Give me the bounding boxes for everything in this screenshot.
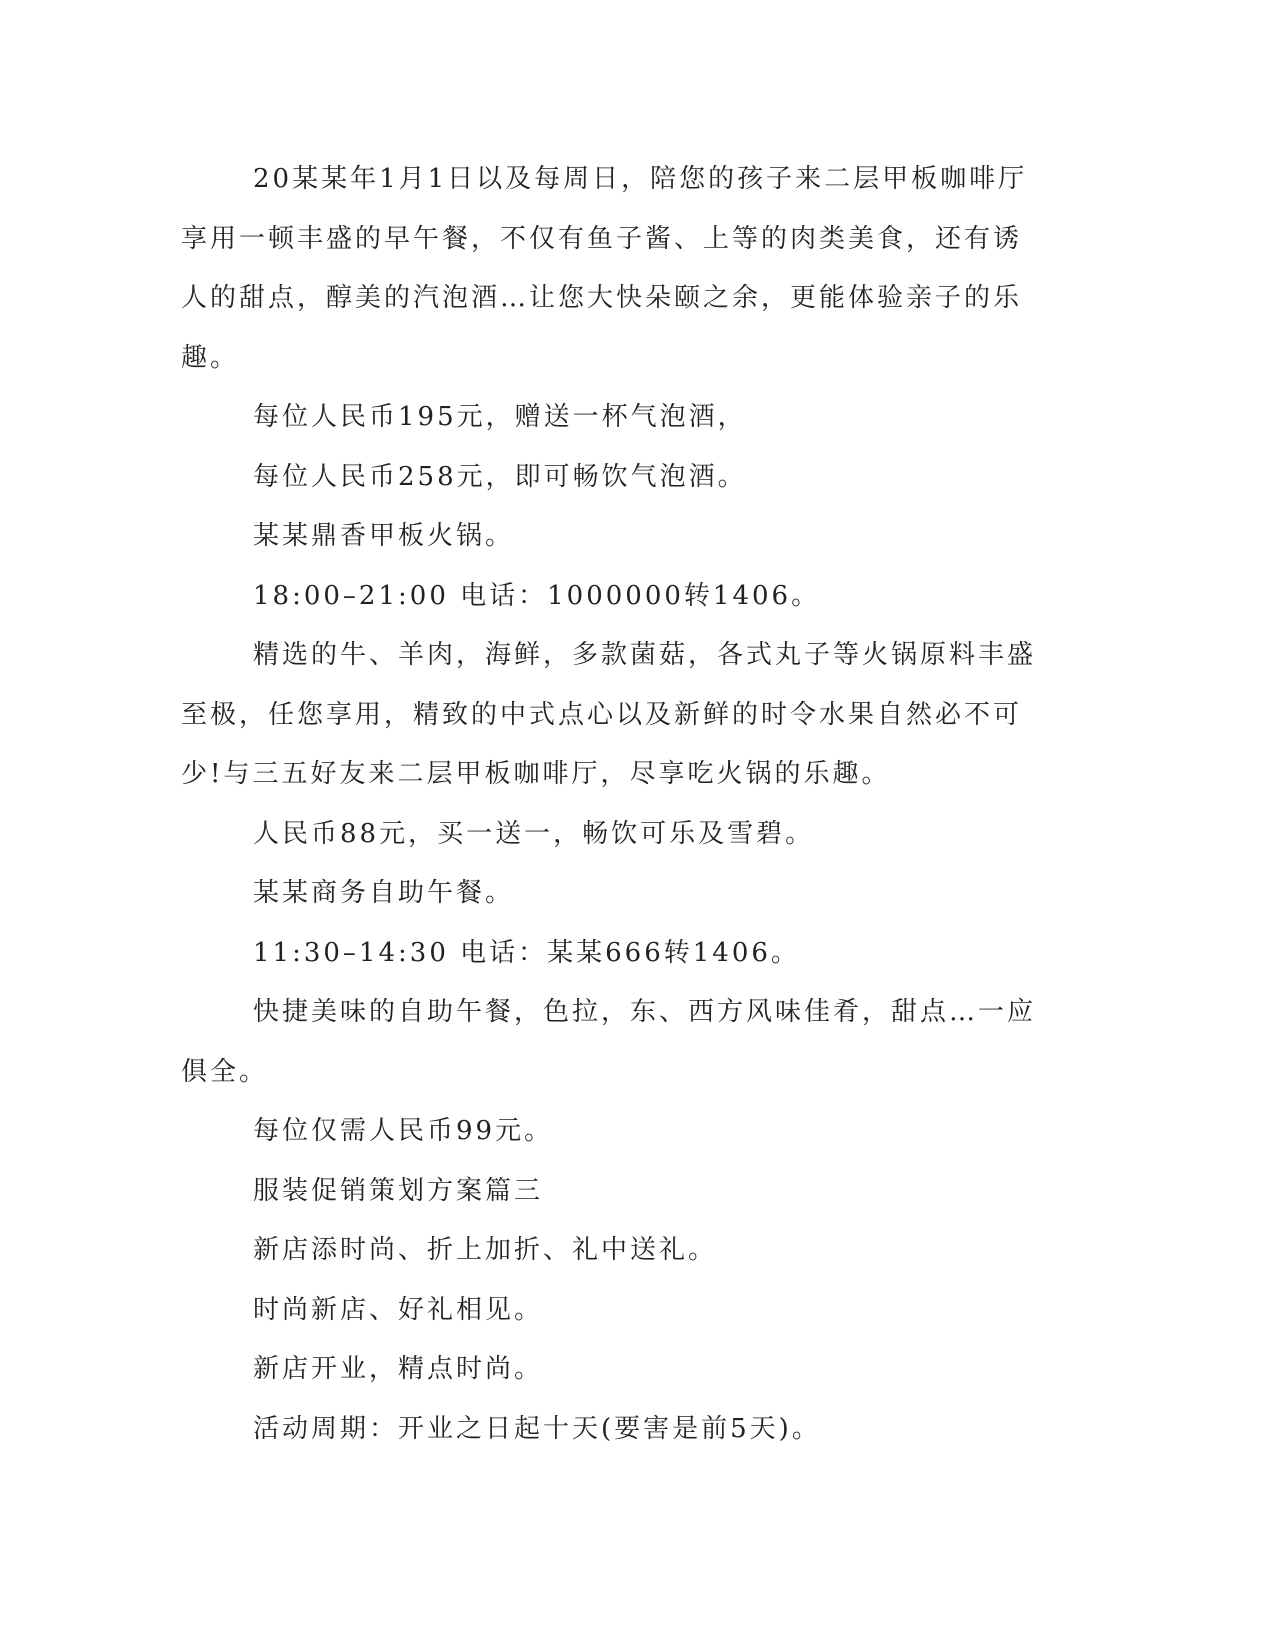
paragraph-activity-period: 活动周期：开业之日起十天(要害是前5天)。: [253, 1413, 821, 1444]
paragraph-price-88: 人民币88元，买一送一，畅饮可乐及雪碧。: [253, 818, 815, 849]
paragraph-slogan-2: 时尚新店、好礼相见。: [253, 1294, 544, 1325]
paragraph-lunch-hours: 11:30–14:30 电话：某某666转1406。: [253, 937, 800, 968]
paragraph-hotpot-title: 某某鼎香甲板火锅。: [253, 521, 515, 551]
paragraph-price-99: 每位仅需人民币99元。: [253, 1116, 554, 1146]
document-page: [181, 150, 1041, 1459]
paragraph-hotpot-description: 精选的牛、羊肉，海鲜，多款菌菇，各式丸子等火锅原料丰盛至极，任您享用，精致的中式点心以及新鲜的时令水果自然必不可少!与三五好友来二层甲板咖啡厅，尽享吃火锅的乐趣。: [181, 640, 1037, 789]
paragraph-slogan-1: 新店添时尚、折上加折、礼中送礼。: [253, 1235, 718, 1265]
paragraph-lunch-title: 某某商务自助午餐。: [253, 878, 515, 908]
paragraph-price-258: 每位人民币258元，即可畅饮气泡酒。: [253, 461, 747, 492]
paragraph-brunch-intro: 20某某年1月1日以及每周日，陪您的孩子来二层甲板咖啡厅享用一顿丰盛的早午餐，不仅有鱼子酱、上等的肉类美食，还有诱人的甜点，醇美的汽泡酒…让您大快朵颐之余，更能体验亲子的乐趣。: [181, 164, 1028, 373]
paragraph-slogan-3: 新店开业，精点时尚。: [253, 1354, 544, 1384]
paragraph-lunch-description: 快捷美味的自助午餐，色拉，东、西方风味佳肴，甜点…一应俱全。: [181, 997, 1037, 1087]
paragraph-hotpot-hours: 18:00–21:00 电话：1000000转1406。: [253, 580, 821, 611]
section-heading: 服装促销策划方案篇三: [253, 1175, 544, 1206]
paragraph-price-195: 每位人民币195元，赠送一杯气泡酒，: [253, 402, 747, 432]
